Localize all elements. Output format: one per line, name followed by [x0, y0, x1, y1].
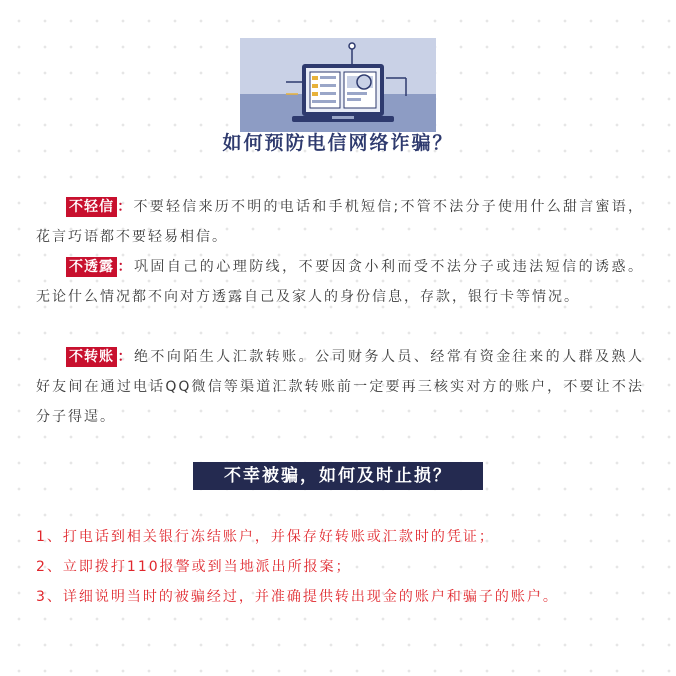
hero-illustration: [240, 38, 436, 132]
laptop-illustration-icon: [240, 38, 436, 132]
section-banner: 不幸被骗，如何及时止损？: [193, 462, 483, 490]
tip-colon: ：: [117, 199, 134, 215]
tip-colon: ：: [117, 259, 134, 275]
list-item: 3、详细说明当时的被骗经过，并准确提供转出现金的账户和骗子的账户。: [36, 589, 559, 605]
tip-text: 绝不向陌生人汇款转账。公司财务人员、经常有资金往来的人群及熟人好友间在通过电话QQ微信等渠道汇款转账前一定要再三核实对方的账户，不要让不法分子得逞。: [36, 349, 644, 425]
steps-list: [36, 522, 644, 612]
tip-no-trust: [36, 192, 644, 252]
tip-text: 巩固自己的心理防线，不要因贪小利而受不法分子或违法短信的诱惑。无论什么情况都不向对方透露自己及家人的身份信息，存款，银行卡等情况。: [36, 259, 644, 305]
tip-no-disclose: [36, 252, 644, 312]
tip-text: 不要轻信来历不明的电话和手机短信;不管不法分子使用什么甜言蜜语，花言巧语都不要轻易相信。: [36, 199, 645, 245]
tip-tag: 不转账: [66, 347, 117, 367]
list-item: 2、立即拨打110报警或到当地派出所报案；: [36, 559, 352, 575]
tip-tag: 不透露: [66, 257, 117, 277]
tip-no-transfer: [36, 342, 644, 432]
tip-colon: ：: [117, 349, 134, 365]
page-title: 如何预防电信网络诈骗？: [222, 132, 454, 154]
list-item: 1、打电话到相关银行冻结账户，并保存好转账或汇款时的凭证；: [36, 529, 495, 545]
tip-tag: 不轻信: [66, 197, 117, 217]
